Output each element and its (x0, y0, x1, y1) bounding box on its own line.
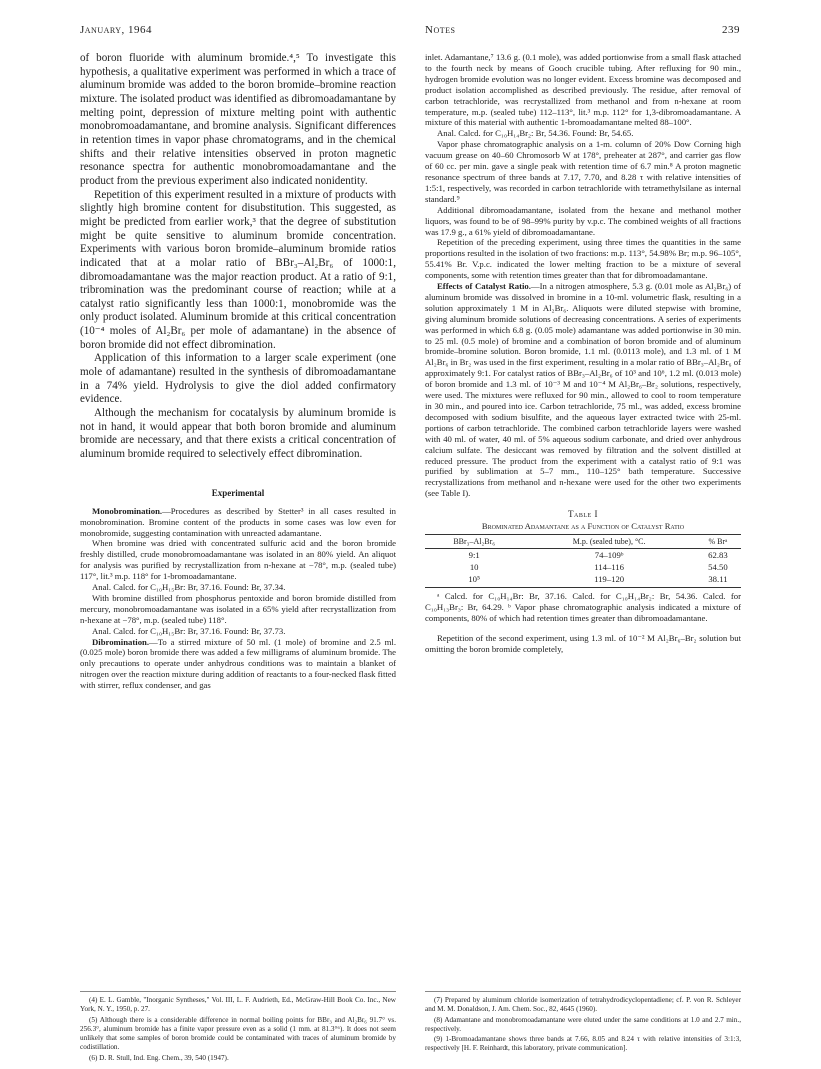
experimental-paragraph: Additional dibromoadamantane, isolated from the hexane and methanol mother liquors, was found to be of 98–99% purity by v.p.c. The combined weights of all fractions was 17.9 g., a 61% yield of dibromoadamantane. (425, 204, 741, 237)
analysis-line: Anal. Calcd. for C₁₀H₁₄Br₂: Br, 54.36. Found: Br, 54.65. (437, 128, 634, 139)
table-row (425, 549, 741, 562)
table-cell: 119–120 (523, 573, 695, 588)
body-paragraph: Although the mechanism for cocatalysis by aluminum bromide is not in hand, it would appear that both boron bromide and aluminum bromide are necessary, and that there exists a critical concentration of aluminum bromide required to selectively effect dibromination. (80, 407, 396, 461)
paragraph-text: —To a stirred mixture of 50 ml. (1 mole) of bromine and 2.5 ml. (0.025 mole) boron bromide there was added a few milligrams of aluminum bromide. The only precautions to operate under anhydrous conditions was to maintain a blanket of nitrogen over the reaction mixture during addition of reactants to a four-necked flask fitted with stirrer, reflux condenser, and gas (80, 636, 396, 691)
table-cell: 10 (469, 562, 479, 573)
right-column (425, 52, 741, 655)
run-in-heading-catalyst-ratio: Effects of Catalyst Ratio. (437, 281, 531, 292)
table-cell: 9:1 (468, 550, 480, 561)
left-column (80, 52, 396, 691)
paragraph-text: —Procedures as described by Stetter³ in all cases resulted in monobromination. Bromine content of the products in some cases was low even for monobromide, suggesting contamination with unreacted adamantane. (80, 505, 396, 538)
table-header-cell: M.p. (sealed tube), °C. (523, 535, 695, 549)
table-footnotes: ᵃ Calcd. for C₁₀H₁₄Br: Br, 37.16. Calcd. for C₁₀H₁₄Br₂: Br, 54.36. Calcd. for C₁₀H₁₃Br₃: Br, 64.29. ᵇ Vapor phase chromatographic analysis indicated a mixture of components, 80% of which had retention times greater than dibromoadamantane. (425, 591, 741, 623)
running-header-date: January, 1964 (80, 24, 153, 36)
analysis-line: Anal. Calcd. for C₁₀H₁₅Br: Br, 37.16. Found: Br, 37.34. (92, 582, 286, 593)
table-row (425, 561, 741, 573)
paragraph-text: —In a nitrogen atmosphere, 5.3 g. (0.01 mole as Al₂Br₆) of aluminum bromide was dissolved in bromine in a 10-ml. volumetric flask, resulting in a solution approximately 1 M in Al₂Br₆. Aliquots were diluted stepwise with bromine, giving aluminum bromide solutions of decreasing concentrations. A series of experiments was performed in which 6.8 g. (0.05 mole) adamantane was added portionwise in 30 min. to 25 ml. (0.5 mole) of bromine and a combination of boron bromide and of aluminum bromide–bromine solution. Boron bromide, 1.1 ml. (0.0113 mole), and 1.3 ml. of 1 M Al₂Br₆ in Br₂ was used in the first experiment, resulting in a molar ratio of BBr₃–Al₂Br₆ of approximately 9:1. For catalyst ratios of BBr₃–Al₂Br₆ of 10³ and 10⁶, 1.2 ml. (0.013 mole) of boron bromide and 1.3 ml. of 10⁻³ M and 10⁻⁴ M Al₂Br₆–Br₂ solutions, respectively, were used. The mixtures were refluxed for 90 min., allowed to cool to room temperature in 30 min., and poured into ice. Carbon tetrachloride, 75 ml., was added, excess bromine decomposed with sodium bisulfite, and the aqueous layer extracted twice with 25-ml. portions of carbon tetrachloride. The combined carbon tetrachloride layers were washed with 40 ml. of water, 40 ml. of 5% aqueous sodium carbonate, and dried over anhydrous calcium sulfate. The desiccant was removed by filtration and the solvent distilled at reduced pressure. The product from the experiment with a catalyst ratio of 9:1 was purified by sublimation at 5–7 mm., 110–125° bath temperature. Successive recrystallizations from methanol and n-hexane were used for the other two experiments (see Table I). (425, 281, 741, 499)
experimental-paragraph: With bromine distilled from phosphorus pentoxide and boron bromide distilled from mercury, monobromoadamantane was isolated in a 65% yield after recrystallization from n-hexane at −78°, m.p. (sealed tube) 118°. (80, 592, 396, 625)
run-in-heading-monobromination: Monobromination. (92, 505, 163, 516)
run-in-heading-dibromination: Dibromination. (92, 636, 150, 647)
footnote: (7) Prepared by aluminum chloride isomerization of tetrahydrodicyclopentadiene; cf. P. von R. Schleyer and M. M. Donaldson, J. Am. Chem. Soc., 82, 4645 (1960). (425, 996, 741, 1014)
body-paragraph: Application of this information to a larger scale experiment (one mole of adamantane) resulted in the synthesis of dibromoadamantane in a 74% yield. Hydrolysis to give the diol added confirmatory evidence. (80, 352, 396, 406)
experimental-paragraph: Repetition of the second experiment, using 1.3 ml. of 10⁻² M Al₂Br₆–Br₂ solution but omitting the boron bromide completely, (425, 632, 741, 654)
experimental-paragraph: When bromine was dried with concentrated sulfuric acid and the boron bromide freshly distilled, crude monobromoadamantane was isolated in an 80% yield. An aliquot for analysis was purified by recrystallization from n-hexane at −78°, m.p. (sealed tube) 117°, lit.³ m.p. 118° for 1-bromoadamantane. (80, 538, 396, 582)
table-header-row (425, 535, 741, 549)
running-header-section: Notes (425, 24, 456, 36)
table-cell: 54.50 (708, 562, 728, 573)
footnote: (8) Adamantane and monobromoadamantane were eluted under the same conditions at 1.0 and 2.7 min., respectively. (425, 1015, 741, 1033)
footnote: (9) 1-Bromoadamantane shows three bands at 7.66, 8.05 and 8.24 τ with relative intensities of 3:1:3, respectively [H. F. Reinhardt, this laboratory, private communication]. (425, 1035, 741, 1053)
table-cell: 114–116 (594, 562, 624, 573)
section-heading-experimental: Experimental (211, 487, 265, 498)
experimental-paragraph: Vapor phase chromatographic analysis on a 1-m. column of 20% Dow Corning high vacuum grease on 40–60 Chromosorb W at 178°, preheater at 287°, and carrier gas flow of 60 cc. per min. gave a single peak with retention time of 6.7 min.⁸ A proton magnetic resonance spectrum of three bands at 7.17, 7.70, and 8.28 τ with relative intensities of 1:5:1, respectively, was recorded in carbon tetrachloride with tetramethylsilane as internal standard.⁹ (425, 139, 741, 204)
experimental-paragraph (80, 637, 396, 692)
table-cell: 74–109ᵇ (594, 550, 624, 561)
experimental-paragraph (425, 281, 741, 499)
body-paragraph: Repetition of this experiment resulted in a mixture of products with slightly high bromine content for disubstitution. This suggested, as might be predicted from earlier work,³ that the degree of substitution might be quite sensitive to aluminum bromide concentration. Experiments with various boron bromide–aluminum bromide ratios indicated that at a molar ratio of BBr₃–Al₂Br₆ of 1000:1, dibromoadamantane was the major reaction product. At a ratio of 9:1, tribromination was the predominant course of reaction; while at a catalyst ratio significantly less than 1000:1, monobromide was the only product isolated. Aluminum bromide at this critical concentration (10⁻⁴ moles of Al₂Br₆ per mole of adamantane) in the absence of boron bromide did not effect dibromination. (80, 188, 396, 351)
page-number: 239 (722, 24, 740, 36)
experimental-paragraph: Repetition of the preceding experiment, using three times the quantities in the same proportions resulted in the isolation of two fractions: m.p. 113°, 54.98% Br; m.p. 96–105°, 55.41% Br. V.p.c. indicated the lower melting fraction to be a mixture of several components, some with retention times greater than that for dibromoadamantane. (425, 237, 741, 281)
table-cell: 10⁵ (425, 573, 523, 588)
table-row (425, 573, 741, 588)
table-cell: 62.83 (708, 550, 728, 561)
catalyst-ratio-table (425, 534, 741, 588)
footnotes-right (425, 991, 741, 1054)
footnote: (5) Although there is a considerable difference in normal boiling points for BBr₃ and Al₂Br₆ 91.7° vs. 256.3°, aluminum bromide has a finite vapor pressure even as a solid (1 mm. at 81.3°⁶). It does not seem unlikely that some samples of boron bromide could be contaminated with traces of aluminum bromide by codistillation. (80, 1015, 396, 1052)
table-header-cell: % Brᵃ (695, 535, 741, 549)
table-cell: 38.11 (695, 573, 741, 588)
body-paragraph: of boron fluoride with aluminum bromide.⁴,⁵ To investigate this hypothesis, a qualitative experiment was performed in which a trace of aluminum bromide was added to the boron bromide–bromine reaction mixture. The isolated product was identified as dibromoadamantane by melting point, depression of mixture melting point with authentic monobromoadamantane, and bromine analysis. Significant differences in retention times in vapor phase chromatograms, and in the chemical shifts and their relative intensities observed in proton magnetic resonance spectra for authentic monobromoadamantane and the product from the previous experiment also indicated nonidentity. (80, 52, 396, 187)
experimental-paragraph: inlet. Adamantane,⁷ 13.6 g. (0.1 mole), was added portionwise from a small flask attached to the fourth neck by means of Gooch crucible tubing. After refluxing for 90 min., hydrogen bromide evolution was no longer evident. Excess bromine was decomposed and product isolation accomplished as described previously. The residue, after removal of carbon tetrachloride, was recrystallized from methanol and from n-hexane at room temperature, m.p. (sealed tube) 112–113°, lit.³ m.p. 112° for 1,3-dibromoadamantane. A mixture of this material with authentic 1-bromoadamantane melted 88–100°. (425, 52, 741, 128)
footnote: (4) E. L. Gamble, "Inorganic Syntheses," Vol. III, L. F. Audrieth, Ed., McGraw-Hill Book Co. Inc., New York, N. Y., 1950, p. 27. (80, 996, 396, 1014)
footnotes-left (80, 991, 396, 1063)
footnote: (6) D. R. Stull, Ind. Eng. Chem., 39, 540 (1947). (89, 1053, 229, 1062)
table-header-cell: BBr₃–Al₂Br₆ (425, 535, 523, 549)
table-caption: Brominated Adamantane as a Function of Catalyst Ratio (481, 521, 685, 532)
table-title: Table I (568, 509, 598, 520)
experimental-paragraph (80, 506, 396, 539)
analysis-line: Anal. Calcd. for C₁₀H₁₅Br: Br, 37.16. Found: Br, 37.73. (92, 625, 286, 636)
